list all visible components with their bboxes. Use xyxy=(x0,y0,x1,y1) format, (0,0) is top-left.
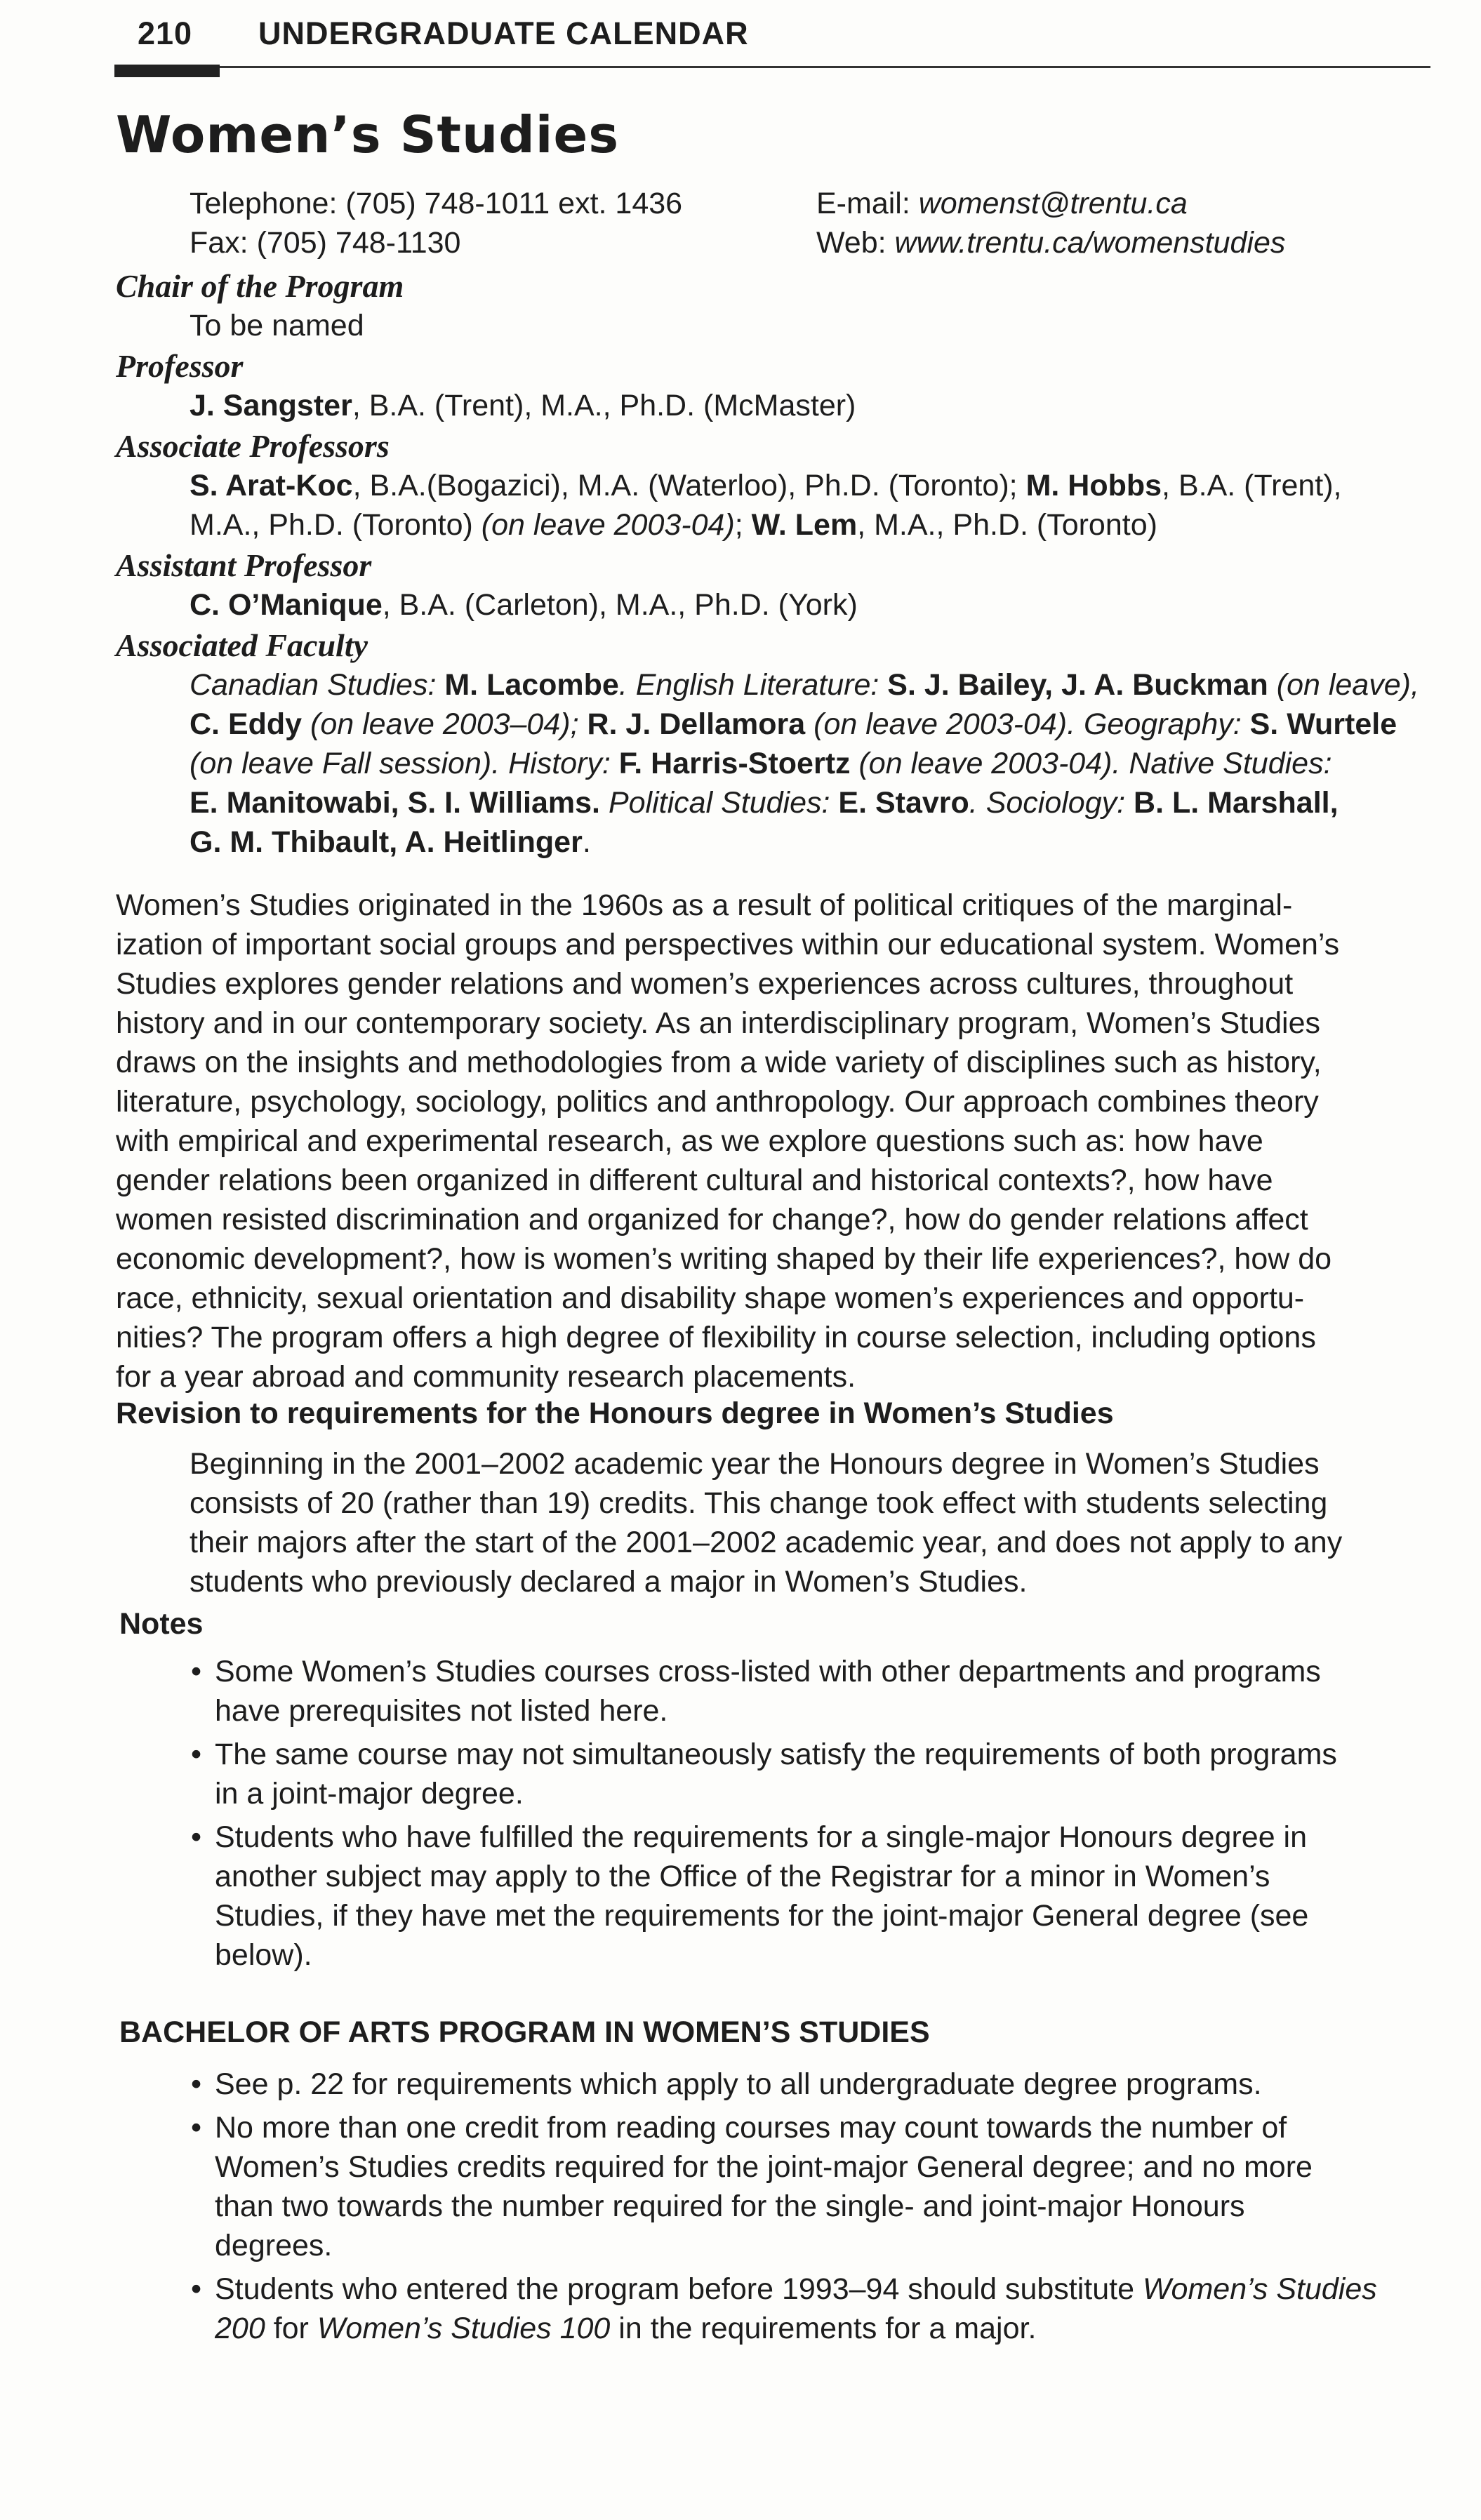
associated-line5: G. M. Thibault, A. Heitlinger. xyxy=(190,825,591,859)
description-line: gender relations been organized in different cultural and historical contexts?, how have xyxy=(116,1164,1273,1197)
running-header xyxy=(138,15,749,52)
contact-online xyxy=(816,184,1285,262)
note-line: The same course may not simultaneously satisfy the requirements of both programs xyxy=(215,1738,1337,1771)
program-description xyxy=(116,886,1428,1396)
description-line: ization of important social groups and perspectives within our educational system. Women’s xyxy=(116,928,1340,961)
header-rule-thick xyxy=(114,65,220,77)
revision-line: consists of 20 (rather than 19) credits. This change took effect with students selecting xyxy=(190,1486,1328,1520)
ba-item-1: • See p. 22 for requirements which apply to all undergraduate degree programs. xyxy=(190,2065,1377,2104)
note-line: below). xyxy=(215,1938,312,1972)
revision-line: students who previously declared a major in Women’s Studies. xyxy=(190,1565,1028,1599)
page-title: Women’s Studies xyxy=(116,105,620,164)
revision-line: Beginning in the 2001–2002 academic year the Honours degree in Women’s Studies xyxy=(190,1447,1320,1481)
telephone: Telephone: (705) 748-1011 ext. 1436 xyxy=(190,187,683,220)
description-line: nities? The program offers a high degree of flexibility in course selection, including options xyxy=(116,1321,1316,1354)
bullet-icon: • xyxy=(191,2067,202,2101)
bullet-icon: • xyxy=(191,1655,202,1688)
chair-name: To be named xyxy=(190,309,364,342)
web: Web: www.trentu.ca/womenstudies xyxy=(816,226,1286,260)
email-link[interactable]: womenst@trentu.ca xyxy=(918,187,1188,220)
associated-heading: Associated Faculty xyxy=(116,627,368,663)
description-line: Studies explores gender relations and women’s experiences across cultures, throughout xyxy=(116,967,1294,1001)
description-line: literature, psychology, sociology, politics and anthropology. Our approach combines theory xyxy=(116,1085,1319,1119)
associate-entry-line2: M.A., Ph.D. (Toronto) (on leave 2003-04); W. Lem, M.A., Ph.D. (Toronto) xyxy=(190,508,1157,542)
bullet-icon: • xyxy=(191,2111,202,2145)
note-item xyxy=(190,1735,1337,1813)
note-line: Studies, if they have met the requirements for the joint-major General degree (see xyxy=(215,1899,1309,1933)
revision-heading: Revision to requirements for the Honours degree in Women’s Studies xyxy=(116,1396,1114,1430)
ba-heading: BACHELOR OF ARTS PROGRAM IN WOMEN’S STUDIES xyxy=(119,2015,930,2049)
associated-line1: Canadian Studies: M. Lacombe. English Literature: S. J. Bailey, J. A. Buckman (on leave), xyxy=(190,668,1419,702)
contact-phone-fax xyxy=(190,184,682,262)
associated-line4: E. Manitowabi, S. I. Williams. Political Studies: E. Stavro. Sociology: B. L. Marshall, xyxy=(190,786,1339,820)
description-line: history and in our contemporary society. As an interdisciplinary program, Women’s Studies xyxy=(116,1006,1321,1040)
assistant-entry: C. O’Manique, B.A. (Carleton), M.A., Ph.D. (York) xyxy=(190,588,858,622)
ba-item-2-line: No more than one credit from reading courses may count towards the number of xyxy=(215,2111,1287,2145)
note-line: in a joint-major degree. xyxy=(215,1777,524,1811)
associated-line3: (on leave Fall session). History: F. Harris-Stoertz (on leave 2003-04). Native Studies: xyxy=(190,747,1332,780)
description-line: with empirical and experimental research, as we explore questions such as: how have xyxy=(116,1124,1263,1158)
note-line: Students who have fulfilled the requirements for a single-major Honours degree in xyxy=(215,1820,1308,1854)
revision-text xyxy=(190,1444,1342,1601)
ba-item-2-line: Women’s Studies credits required for the joint-major General degree; and no more xyxy=(215,2150,1313,2184)
associated-line2: C. Eddy (on leave 2003–04); R. J. Dellamora (on leave 2003-04). Geography: S. Wurtele xyxy=(190,707,1397,741)
ba-list xyxy=(190,2065,1377,2352)
professor-entry: J. Sangster, B.A. (Trent), M.A., Ph.D. (McMaster) xyxy=(190,389,856,422)
ba-item-3: • Students who entered the program before 1993–94 should substitute Women’s Studies 200 for Women’s Studies 100 in the requirements for a major. xyxy=(190,2269,1377,2348)
note-item xyxy=(190,1652,1337,1731)
chair-heading: Chair of the Program xyxy=(116,268,404,304)
revision-line: their majors after the start of the 2001–2002 academic year, and does not apply to any xyxy=(190,1526,1343,1559)
description-line: women resisted discrimination and organized for change?, how do gender relations affect xyxy=(116,1203,1308,1236)
bullet-icon: • xyxy=(191,1820,202,1854)
bullet-icon: • xyxy=(191,1738,202,1771)
description-line: economic development?, how is women’s writing shaped by their life experiences?, how do xyxy=(116,1242,1332,1276)
ba-item-2-line: degrees. xyxy=(215,2229,333,2262)
note-item xyxy=(190,1818,1337,1975)
email: E-mail: womenst@trentu.ca xyxy=(816,187,1188,220)
description-line: Women’s Studies originated in the 1960s as a result of political critiques of the marginal- xyxy=(116,888,1293,922)
note-line: have prerequisites not listed here. xyxy=(215,1694,668,1728)
running-title: UNDERGRADUATE CALENDAR xyxy=(258,15,749,51)
header-rule xyxy=(220,66,1430,68)
notes-heading: Notes xyxy=(119,1607,204,1641)
ba-item-2-line: than two towards the number required for the single- and joint-major Honours xyxy=(215,2189,1245,2223)
description-line: draws on the insights and methodologies from a wide variety of disciplines such as history, xyxy=(116,1046,1322,1079)
description-line: race, ethnicity, sexual orientation and disability shape women’s experiences and opportu- xyxy=(116,1281,1305,1315)
associate-entry-line1: S. Arat-Koc, B.A.(Bogazici), M.A. (Waterloo), Ph.D. (Toronto); M. Hobbs, B.A. (Trent), xyxy=(190,469,1342,502)
description-line: for a year abroad and community research placements. xyxy=(116,1360,856,1394)
note-line: another subject may apply to the Office of the Registrar for a minor in Women’s xyxy=(215,1860,1270,1893)
ba-item-2 xyxy=(190,2108,1377,2265)
notes-list xyxy=(190,1652,1337,1979)
professor-heading: Professor xyxy=(116,348,244,384)
faculty-list xyxy=(116,267,1419,862)
bullet-icon: • xyxy=(191,2272,202,2306)
page-number: 210 xyxy=(138,15,193,51)
associate-heading: Associate Professors xyxy=(116,428,390,464)
assistant-heading: Assistant Professor xyxy=(116,547,372,583)
fax: Fax: (705) 748-1130 xyxy=(190,226,461,260)
web-link[interactable]: www.trentu.ca/womenstudies xyxy=(894,226,1286,260)
note-line: Some Women’s Studies courses cross-listed with other departments and programs xyxy=(215,1655,1321,1688)
